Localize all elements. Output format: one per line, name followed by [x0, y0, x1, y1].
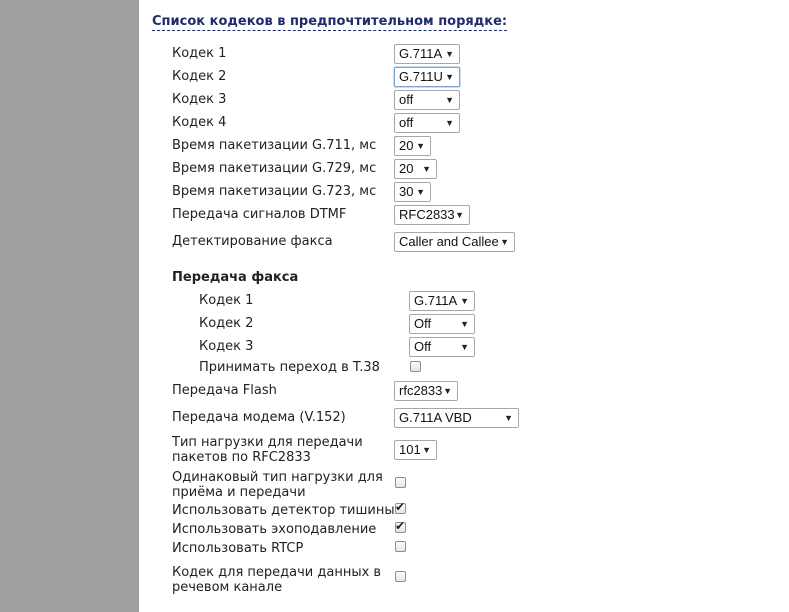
same-payload-label-line2: приёма и передачи	[172, 485, 306, 500]
chevron-down-icon: ▼	[422, 164, 431, 174]
codec3-select[interactable]	[394, 90, 460, 110]
ptime-g723-select[interactable]	[394, 182, 431, 202]
same-payload-label-line1: Одинаковый тип нагрузки для	[172, 470, 383, 485]
chevron-down-icon: ▼	[422, 445, 431, 455]
echo-checkbox[interactable]	[395, 519, 406, 533]
fax-detect-value: Caller and Callee	[399, 234, 499, 249]
codec1-label: Кодек 1	[172, 46, 227, 61]
ptime-g711-value: 20	[399, 138, 414, 153]
ptime-g723-value: 30	[399, 184, 414, 199]
ptime-g723-label: Время пакетизации G.723, мс	[172, 184, 377, 199]
echo-label: Использовать эхоподавление	[172, 522, 377, 537]
data-codec-label-line1: Кодек для передачи данных в	[172, 565, 382, 580]
fax-detect-select[interactable]	[394, 232, 515, 252]
payload-value: 101	[399, 442, 421, 457]
chevron-down-icon: ▼	[445, 95, 454, 105]
check-icon: ✔	[395, 500, 406, 514]
flash-label: Передача Flash	[172, 383, 277, 398]
chevron-down-icon: ▼	[443, 386, 452, 396]
same-payload-checkbox[interactable]	[395, 477, 406, 488]
data-codec-checkbox[interactable]	[395, 571, 406, 582]
payload-label-line1: Тип нагрузки для передачи	[172, 435, 363, 450]
check-icon: ✔	[395, 519, 406, 533]
codec3-label: Кодек 3	[172, 92, 227, 107]
fax-detect-label: Детектирование факса	[172, 234, 333, 249]
settings-panel	[139, 0, 789, 612]
silence-checkbox[interactable]	[395, 500, 406, 514]
chevron-down-icon: ▼	[445, 118, 454, 128]
silence-label: Использовать детектор тишины	[172, 503, 395, 518]
ptime-g711-label: Время пакетизации G.711, мс	[172, 138, 377, 153]
codec2-select[interactable]	[394, 67, 460, 87]
chevron-down-icon: ▼	[460, 319, 469, 329]
modem-value: G.711A VBD	[399, 410, 472, 425]
section-title: Список кодеков в предпочтительном порядке:	[152, 14, 508, 29]
codec4-value: off	[399, 115, 414, 130]
chevron-down-icon: ▼	[460, 296, 469, 306]
fax-section-title: Передача факса	[172, 270, 299, 285]
fax-codec1-label: Кодек 1	[199, 293, 254, 308]
codec3-value: off	[399, 92, 414, 107]
data-codec-label-line2: речевом канале	[172, 580, 283, 595]
rtcp-checkbox[interactable]	[395, 541, 406, 552]
fax-codec3-value: Off	[414, 339, 432, 354]
chevron-down-icon: ▼	[416, 141, 425, 151]
chevron-down-icon: ▼	[504, 413, 513, 423]
left-sidebar	[0, 0, 139, 612]
fax-codec3-label: Кодек 3	[199, 339, 254, 354]
fax-codec2-value: Off	[414, 316, 432, 331]
fax-codec3-select[interactable]	[409, 337, 475, 357]
ptime-g711-select[interactable]	[394, 136, 431, 156]
fax-codec1-select[interactable]	[409, 291, 475, 311]
dtmf-label: Передача сигналов DTMF	[172, 207, 347, 222]
flash-value: rfc2833	[399, 383, 443, 398]
rtcp-label: Использовать RTCP	[172, 541, 304, 556]
dtmf-value: RFC2833	[399, 207, 455, 222]
dtmf-select[interactable]	[394, 205, 470, 225]
fax-codec2-label: Кодек 2	[199, 316, 254, 331]
flash-select[interactable]	[394, 381, 458, 401]
chevron-down-icon: ▼	[455, 210, 464, 220]
codec4-label: Кодек 4	[172, 115, 227, 130]
codec1-select[interactable]	[394, 44, 460, 64]
payload-label-line2: пакетов по RFC2833	[172, 450, 311, 465]
fax-codec1-value: G.711A	[414, 293, 458, 308]
chevron-down-icon: ▼	[416, 187, 425, 197]
modem-select[interactable]	[394, 408, 519, 428]
chevron-down-icon: ▼	[460, 342, 469, 352]
codec2-label: Кодек 2	[172, 69, 227, 84]
ptime-g729-label: Время пакетизации G.729, мс	[172, 161, 377, 176]
codec4-select[interactable]	[394, 113, 460, 133]
codec2-value: G.711U	[399, 69, 443, 84]
codec1-value: G.711A	[399, 46, 443, 61]
fax-codec2-select[interactable]	[409, 314, 475, 334]
ptime-g729-value: 20	[399, 161, 414, 176]
payload-select[interactable]	[394, 440, 437, 460]
modem-label: Передача модема (V.152)	[172, 410, 346, 425]
t38-label: Принимать переход в T.38	[199, 360, 380, 375]
chevron-down-icon: ▼	[445, 72, 454, 82]
chevron-down-icon: ▼	[500, 237, 509, 247]
chevron-down-icon: ▼	[445, 49, 454, 59]
ptime-g729-select[interactable]	[394, 159, 437, 179]
t38-checkbox[interactable]	[410, 361, 421, 372]
